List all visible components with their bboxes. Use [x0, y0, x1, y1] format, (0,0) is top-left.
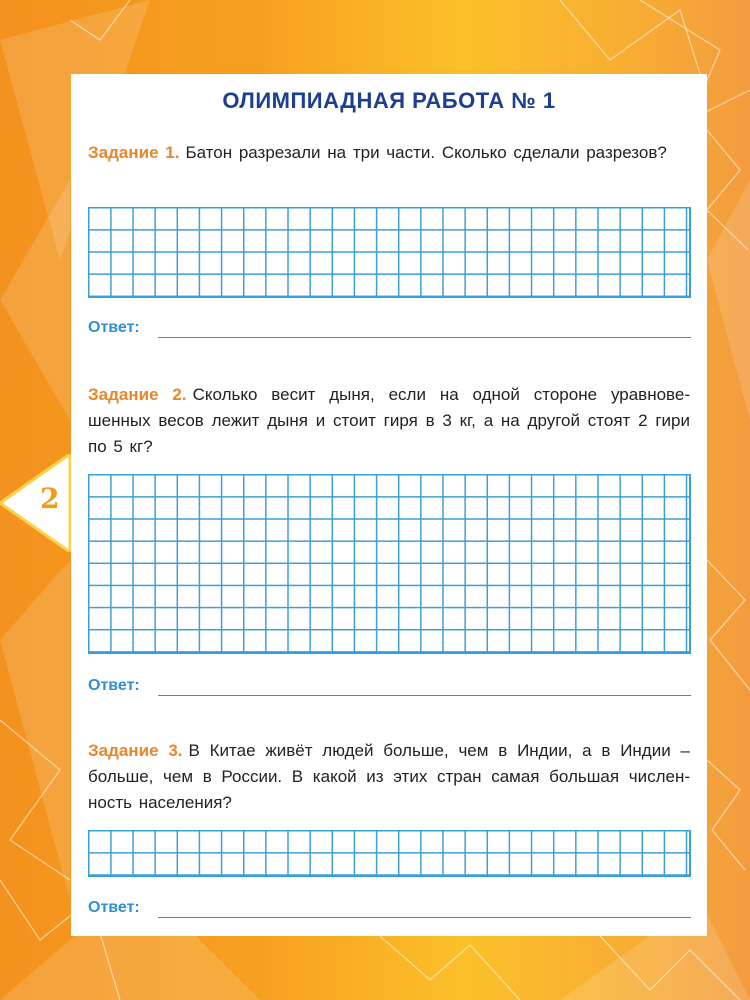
task-2-answer-line[interactable]	[158, 695, 691, 696]
page-title: ОЛИМПИАДНАЯ РАБОТА № 1	[222, 88, 556, 113]
task-1-answer-grid[interactable]	[88, 207, 691, 298]
task-3	[88, 738, 690, 816]
task-2-label: Задание 2.	[88, 385, 187, 404]
task-3-answer-line[interactable]	[158, 917, 691, 918]
task-3-answer	[88, 899, 691, 919]
task-2-answer	[88, 677, 691, 697]
task-1-text: Батон разрезали на три части. Сколько сделали разрезов?	[185, 143, 667, 162]
task-3-text: В Китае живёт людей больше, чем в Индии, а в Индии – больше, чем в России. В какой из этих стран самая большая числен-ность населения?	[88, 741, 690, 812]
task-3-label: Задание 3.	[88, 741, 183, 760]
task-1-answer	[88, 319, 691, 339]
task-3-answer-label: Ответ:	[88, 899, 140, 916]
page-number: 2	[40, 482, 60, 515]
task-3-answer-grid[interactable]	[88, 830, 691, 877]
task-1-answer-line[interactable]	[158, 337, 691, 338]
task-2	[88, 382, 690, 460]
task-2-text: Сколько весит дыня, если на одной стороне уравнове-шенных весов лежит дыня и стоит гиря в 3 кг, а на другой стоят 2 гири по 5 кг?	[88, 385, 690, 456]
task-2-answer-label: Ответ:	[88, 677, 140, 694]
task-1-answer-label: Ответ:	[88, 319, 140, 336]
task-2-answer-grid[interactable]	[88, 474, 691, 654]
task-1-label: Задание 1.	[88, 143, 180, 162]
task-1	[88, 140, 690, 166]
worksheet-card	[71, 74, 707, 936]
